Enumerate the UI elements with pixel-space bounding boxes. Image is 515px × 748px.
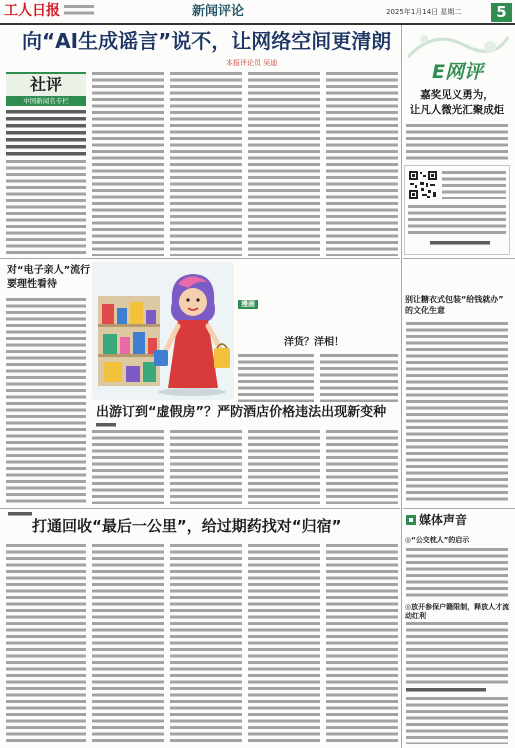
media-voice-item-body — [406, 548, 508, 599]
media-voices-title: 媒体声音 — [419, 513, 468, 527]
editorial-column-badge — [6, 72, 86, 106]
digital-kin-headline-line-1: 对“电子亲人”流行 — [7, 265, 91, 276]
masthead-rule — [0, 23, 515, 25]
lead-body-column — [6, 160, 86, 256]
lead-headline: 向“AI生成谣言”说不，让网络空间更清朗 — [22, 29, 392, 53]
cartoon-commentary — [238, 354, 314, 402]
digital-kin-headline-line-2: 要理性看待 — [7, 279, 57, 290]
expired-drugs-byline — [8, 512, 32, 516]
lead-intro-text — [6, 110, 86, 156]
expired-drugs-headline: 打通回收“最后一公里”，给过期药找对“归宿” — [32, 517, 342, 535]
masthead-logo: 工人日报 — [4, 3, 60, 19]
e-comment-headline-line-2: 让凡人微光汇聚成炬 — [409, 104, 505, 116]
lead-body-column — [92, 72, 164, 256]
media-voice-item-heading-text — [406, 688, 486, 692]
e-comment-decoration — [404, 27, 510, 61]
e-comment-body — [406, 124, 508, 162]
hotel-body-column — [92, 430, 164, 504]
right-article-headline-line-1: 别让糖衣式包装“给钱就办” — [405, 295, 504, 304]
right-article-body — [406, 322, 508, 504]
cartoon-tag: 漫画 — [238, 300, 258, 309]
editorial-column-subtitle: 中国新闻名专栏 — [6, 96, 86, 106]
page-number-box — [491, 3, 512, 22]
hotel-body-column — [248, 430, 320, 504]
hotel-byline — [96, 423, 116, 427]
cartoon-shelf — [98, 296, 160, 386]
expired-drugs-body-column — [92, 544, 164, 744]
cartoon-illustration — [92, 262, 234, 400]
media-voice-item-heading: ◎放开参保户籍限制，释放人才流动红利 — [405, 603, 510, 620]
lead-byline: 本报评论员 吴迪 — [226, 59, 278, 67]
media-voice-item-body — [406, 697, 508, 744]
e-comment-headline-line-1: 嘉奖见义勇为， — [420, 89, 494, 101]
lead-body-column — [326, 72, 398, 256]
right-column-divider — [401, 25, 402, 748]
issue-date: 2025年1月14日 星期二 — [386, 8, 462, 16]
editor-credits — [64, 5, 94, 18]
hotel-body-column — [170, 430, 242, 504]
media-voice-item-heading: ◎“公交枕人”的启示 — [405, 536, 470, 544]
e-comment-logo: E网评 — [432, 61, 483, 83]
expired-drugs-body-column — [326, 544, 398, 744]
expired-drugs-body-column — [248, 544, 320, 744]
section-rule-1 — [0, 258, 400, 259]
qr-promo-text — [408, 205, 506, 235]
section-title: 新闻评论 — [192, 4, 245, 19]
media-voice-item-body — [406, 622, 508, 684]
section-rule-1-right — [403, 258, 515, 259]
hotel-body-column — [326, 430, 398, 504]
expired-drugs-body-column — [170, 544, 242, 744]
right-article-headline-line-2: 的文化生意 — [405, 306, 445, 315]
lead-body-column — [170, 72, 242, 256]
qr-promo-footer — [430, 241, 490, 245]
qr-promo-text — [442, 171, 506, 199]
qr-code-icon — [408, 170, 438, 200]
expired-drugs-body-column — [6, 544, 86, 744]
digital-kin-body — [6, 298, 86, 504]
page-number: 5 — [496, 3, 507, 21]
hotel-headline: 出游订到“虚假房”？严防酒店价格违法出现新变种 — [96, 405, 387, 420]
section-rule-2-right — [403, 508, 515, 509]
section-rule-2 — [0, 508, 400, 509]
cartoon-caption: 洋货？洋相！ — [284, 337, 344, 348]
editorial-column-title: 社评 — [29, 75, 62, 94]
lead-body-column — [248, 72, 320, 256]
media-voices-icon — [406, 515, 416, 525]
cartoon-commentary — [320, 354, 398, 402]
